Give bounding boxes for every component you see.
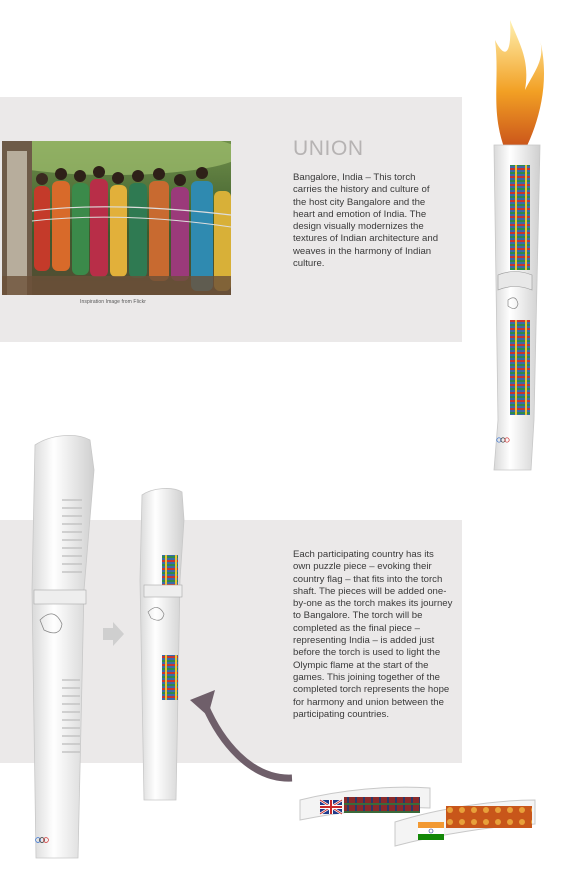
intro-paragraph: Bangalore, India – This torch carries the history and culture of the host city Bangalore and the heart and emotion of India. The design visually modernizes the textures of Indian architecture and weaves in the harmony of Indian culture. [293, 172, 439, 270]
lit-torch [494, 20, 544, 470]
photo-caption: Inspiration Image from Flickr [80, 299, 146, 305]
section-title: UNION [293, 137, 364, 160]
partial-torch [140, 488, 184, 800]
india-flag-icon [418, 822, 444, 840]
flame-icon [495, 20, 544, 150]
uk-flag-icon [320, 800, 342, 814]
arrow-right-icon [103, 622, 124, 646]
uk-piece [300, 787, 430, 820]
curved-arrow-icon [205, 705, 292, 778]
empty-torch [32, 435, 94, 858]
puzzle-paragraph: Each participating country has its own puzzle piece – evoking their country flag – that fits into the torch shaft. The pieces will be added one-by-one as the torch makes its journey to Bangalore. The torch will be completed as the final piece – representing India – is added just before the torch is used to light the Olympic flame at the start of the games. This joining together of the completed torch represents the hope for harmony and union between the participating countries. [293, 549, 453, 720]
